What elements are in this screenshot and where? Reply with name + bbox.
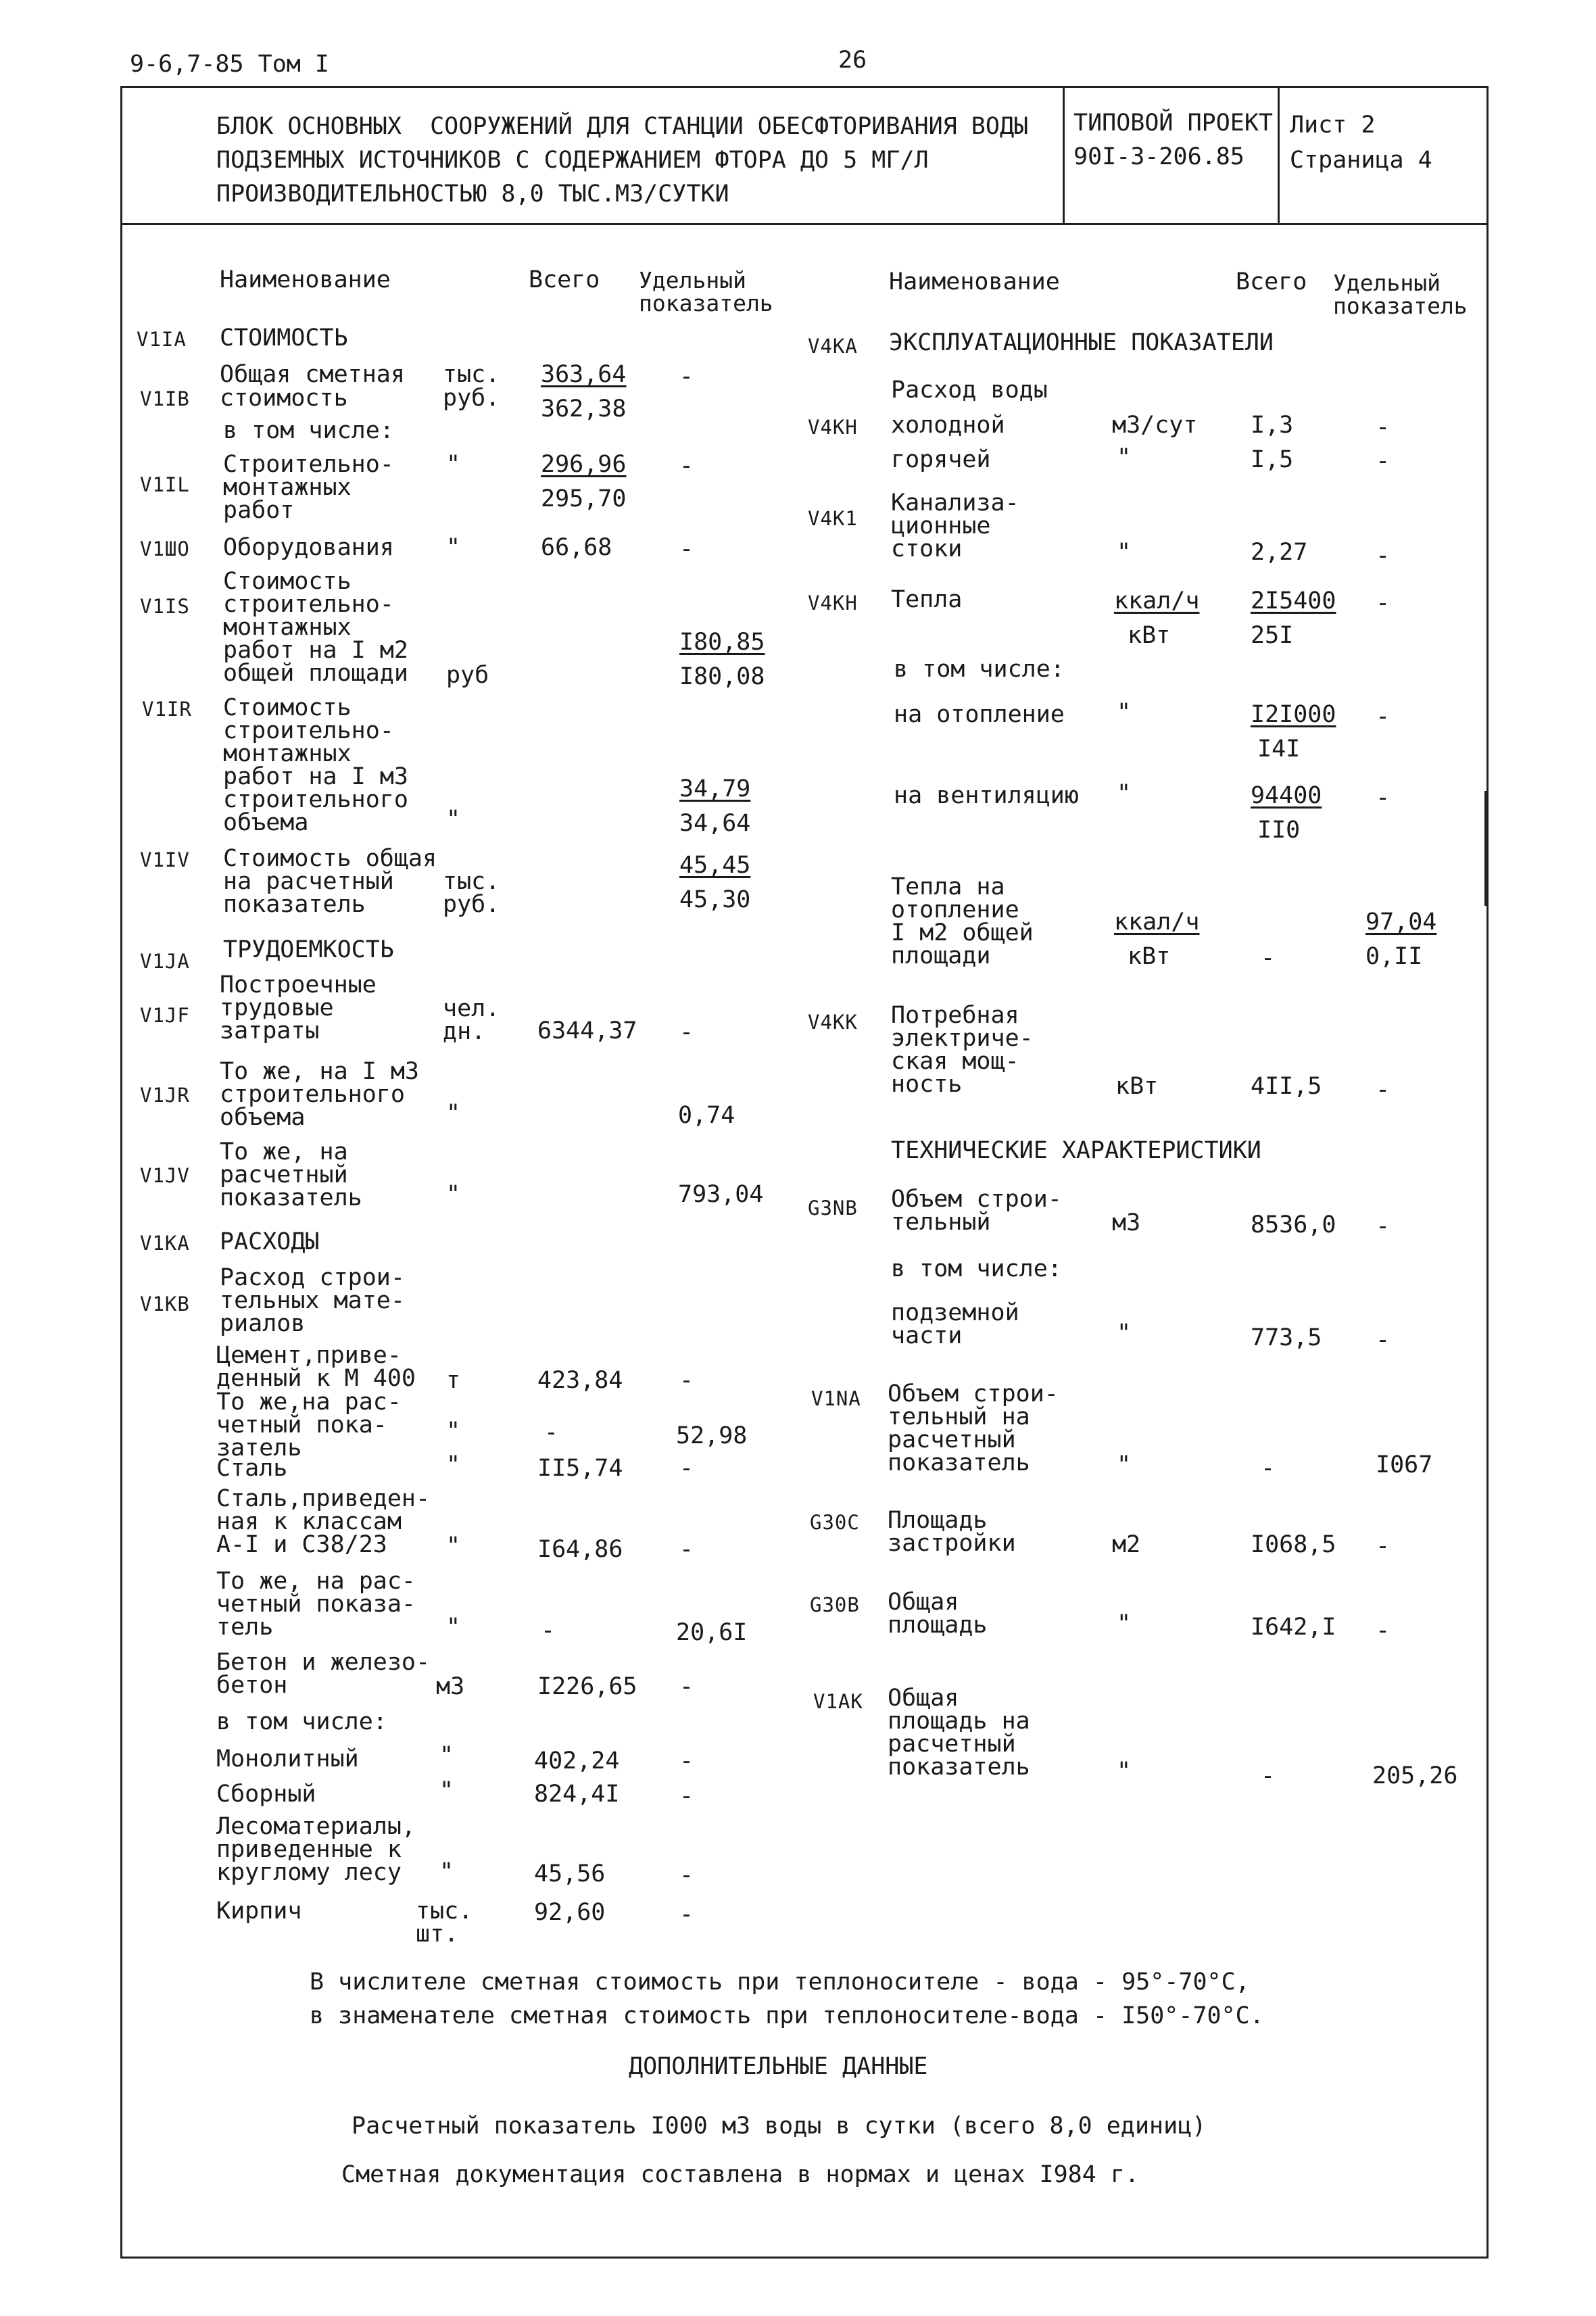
row-unit: руб	[446, 662, 489, 689]
row-specific: -	[679, 363, 694, 390]
row-specific-fraction	[679, 631, 765, 689]
margin-mark	[1484, 791, 1486, 906]
row-name: Потребная электриче- ская мощ- ность	[891, 1002, 1034, 1098]
row-code: V4KH	[808, 416, 858, 439]
numerator: 34,79	[679, 775, 751, 802]
row-name: Бетон и железо- бетон	[216, 1649, 431, 1699]
row-specific: -	[679, 535, 694, 562]
row-total: -	[1261, 1762, 1276, 1789]
in-total-label: в том числе:	[223, 417, 394, 444]
row-specific: -	[1376, 589, 1391, 617]
row-total: -	[1261, 944, 1276, 971]
row-code: V1ШO	[140, 537, 190, 560]
document-code: 9-6,7-85 Том I	[130, 51, 330, 78]
row-specific: -	[679, 1783, 694, 1810]
row-specific-fraction	[679, 777, 750, 836]
row-specific: -	[1376, 1533, 1391, 1560]
row-code: V1JV	[140, 1164, 190, 1187]
row-unit: "	[1117, 539, 1132, 566]
section-heading-operational: ЭКСПЛУАТАЦИОННЫЕ ПОКАЗАТЕЛИ	[889, 329, 1274, 356]
right-col-specific-header: Удельный показатель	[1333, 270, 1468, 319]
row-specific: -	[679, 1367, 694, 1394]
row-specific: -	[1376, 414, 1391, 441]
left-col-specific-header: Удельный показатель	[639, 267, 773, 316]
row-code: V1IL	[140, 473, 190, 496]
in-total-label: в том числе:	[216, 1708, 387, 1735]
project-label: ТИПОВОЙ ПРОЕКТ	[1073, 110, 1274, 137]
row-total: -	[541, 1617, 556, 1644]
row-code: V4K1	[808, 507, 858, 530]
row-name: Тепла на отопление I м2 общей площади	[891, 873, 1034, 969]
additional-data-line: Сметная документация составлена в нормах и ценах I984 г.	[341, 2161, 1140, 2188]
denominator: 25I	[1251, 622, 1294, 649]
row-total: 423,84	[537, 1367, 623, 1394]
row-unit-fraction	[1114, 589, 1199, 648]
row-unit: "	[446, 1451, 461, 1478]
row-total: 66,68	[541, 534, 612, 561]
row-name: Общая сметная стоимость	[220, 361, 405, 412]
row-specific: -	[1376, 1617, 1391, 1644]
sheet-label: Лист 2	[1290, 112, 1376, 139]
unit-denominator: кВт	[1128, 622, 1171, 649]
row-total-fraction	[1251, 703, 1336, 761]
note-denominator: в знаменателе сметная стоимость при теплоносителе-вода - I50°-70°С.	[310, 2002, 1264, 2029]
numerator: 97,04	[1365, 909, 1437, 936]
row-specific: -	[679, 1747, 694, 1775]
row-name: Тепла	[891, 586, 963, 613]
row-code: V1IR	[142, 698, 192, 721]
numerator: 94400	[1251, 782, 1322, 809]
row-unit: кВт	[1115, 1073, 1159, 1100]
row-unit: чел. дн.	[443, 995, 500, 1045]
left-col-total-header: Всего	[529, 266, 600, 293]
note-numerator: В числителе сметная стоимость при теплоносителе - вода - 95°-70°С,	[310, 1969, 1250, 1996]
row-specific: -	[1376, 1076, 1391, 1103]
row-name: холодной	[891, 412, 1005, 439]
row-name: на отопление	[894, 701, 1065, 728]
numerator: I80,85	[679, 629, 765, 656]
row-unit: "	[439, 1777, 454, 1804]
unit-numerator: ккал/ч	[1114, 909, 1200, 936]
row-name: Общая площадь на расчетный показатель	[888, 1685, 1030, 1781]
row-unit: "	[439, 1742, 454, 1769]
right-col-total-header: Всего	[1236, 268, 1307, 295]
row-specific: -	[679, 1455, 694, 1482]
row-specific-fraction	[679, 854, 750, 912]
title-block-separator-1	[1063, 86, 1065, 223]
row-code: V1JF	[140, 1004, 190, 1027]
row-unit: тыс. руб.	[443, 868, 500, 918]
page-label: Страница 4	[1290, 147, 1432, 174]
row-name: Строительно- монтажных работ	[223, 451, 394, 524]
row-unit: "	[1117, 1451, 1132, 1478]
row-name: Кирпич	[216, 1898, 302, 1925]
row-code: V1JR	[140, 1084, 190, 1107]
row-specific: -	[1376, 784, 1391, 811]
row-name: Стоимость общая на расчетный показатель	[223, 845, 437, 918]
row-name: Объем строи- тельный на расчетный показатель	[888, 1380, 1059, 1476]
row-name: Общая площадь	[888, 1589, 988, 1639]
row-name: Монолитный	[216, 1745, 359, 1772]
row-unit-fraction	[1114, 911, 1199, 969]
row-code: V4KA	[808, 335, 858, 358]
row-total: 8536,0	[1251, 1211, 1336, 1238]
row-total-fraction	[541, 363, 626, 421]
row-unit: м3	[436, 1673, 465, 1700]
row-name: горячей	[891, 446, 991, 473]
section-heading-labor: ТРУДОЕМКОСТЬ	[223, 936, 394, 963]
row-specific: 20,6I	[676, 1619, 748, 1646]
row-total: 402,24	[534, 1747, 620, 1775]
section-heading-cost: СТОИМОСТЬ	[220, 324, 348, 352]
row-unit: "	[1117, 780, 1132, 807]
row-specific: -	[1376, 448, 1391, 475]
denominator: 34,64	[679, 810, 751, 837]
row-total: 4II,5	[1251, 1073, 1322, 1100]
row-specific: -	[1376, 1213, 1391, 1240]
title-block-divider	[120, 223, 1486, 225]
row-code: V4KK	[808, 1011, 858, 1034]
row-code: V4KH	[808, 592, 858, 614]
row-unit: тыс. руб.	[443, 361, 500, 412]
denominator: 362,38	[541, 395, 627, 423]
row-specific: -	[1376, 542, 1391, 569]
row-total: -	[1261, 1455, 1276, 1482]
row-unit: "	[446, 534, 461, 561]
row-unit: "	[446, 451, 461, 478]
row-specific: -	[679, 1862, 694, 1889]
row-code: V1IB	[140, 387, 190, 410]
row-specific: -	[679, 452, 694, 479]
row-unit: "	[1117, 699, 1132, 726]
row-name: Стоимость строительно- монтажных работ на I м2 общей площади	[223, 568, 408, 687]
row-code: V1KA	[140, 1232, 190, 1255]
row-total: 824,4I	[534, 1781, 620, 1808]
row-name: Сборный	[216, 1781, 316, 1808]
row-name: То же,на рас- четный пока- затель	[216, 1389, 402, 1462]
row-unit: "	[446, 806, 461, 833]
row-total: 92,60	[534, 1899, 606, 1926]
row-code: V1NA	[811, 1387, 861, 1410]
row-name: Площадь застройки	[888, 1507, 1016, 1557]
row-unit: м3	[1112, 1209, 1141, 1236]
row-total: 2,27	[1251, 539, 1308, 566]
title-block-separator-2	[1278, 86, 1280, 223]
row-unit: "	[439, 1858, 454, 1885]
denominator: 45,30	[679, 886, 751, 913]
row-unit: тыс. шт.	[416, 1898, 473, 1948]
left-col-name-header: Наименование	[220, 266, 391, 293]
row-unit: м2	[1112, 1531, 1141, 1558]
row-specific: -	[679, 1019, 694, 1046]
row-total: I,3	[1251, 412, 1294, 439]
row-total: 45,56	[534, 1860, 606, 1887]
numerator: 2I5400	[1251, 587, 1336, 614]
row-name: Оборудования	[223, 534, 394, 561]
row-name: Расход строи- тельных мате- риалов	[220, 1264, 405, 1337]
section-heading-expenses: РАСХОДЫ	[220, 1228, 320, 1255]
row-total: I,5	[1251, 446, 1294, 473]
row-total: I068,5	[1251, 1531, 1336, 1558]
row-code: G30B	[810, 1593, 860, 1616]
row-unit: "	[446, 1181, 461, 1208]
row-specific: 52,98	[676, 1422, 748, 1449]
row-unit: "	[1117, 1320, 1132, 1347]
row-total: I64,86	[537, 1536, 623, 1563]
project-title: БЛОК ОСНОВНЫХ СООРУЖЕНИЙ ДЛЯ СТАНЦИИ ОБЕСФТОРИВАНИЯ ВОДЫ ПОДЗЕМНЫХ ИСТОЧНИКОВ С СОДЕРЖАНИЕМ ФТОРА ДО 5 МГ/Л ПРОИЗВОДИТЕЛЬНОСТЬЮ 8,0 ТЫС.М3/СУТКИ	[216, 113, 1029, 208]
row-unit: м3/сут	[1112, 412, 1198, 439]
row-name: Объем строи- тельный	[891, 1186, 1062, 1236]
row-total: -	[544, 1419, 559, 1446]
row-specific: 205,26	[1372, 1762, 1458, 1789]
row-name: Цемент,приве- денный к М 400	[216, 1342, 416, 1392]
row-code: V1JA	[140, 950, 190, 973]
water-consumption-label: Расход воды	[891, 377, 1048, 404]
project-number: 90I-3-206.85	[1073, 143, 1244, 170]
row-specific: -	[1376, 703, 1391, 730]
row-total: 6344,37	[537, 1017, 637, 1044]
in-total-label: в том числе:	[891, 1255, 1062, 1282]
row-total-fraction	[1251, 589, 1336, 648]
denominator: 295,70	[541, 485, 627, 512]
row-total: I642,I	[1251, 1614, 1336, 1641]
row-unit: "	[1117, 1758, 1132, 1785]
row-name: Лесоматериалы, приведенные к круглому лесу	[216, 1813, 416, 1886]
additional-data-heading: ДОПОЛНИТЕЛЬНЫЕ ДАННЫЕ	[629, 2053, 928, 2080]
row-code: V1IA	[137, 328, 187, 351]
row-name: То же, на рас- четный показа- тель	[216, 1568, 416, 1641]
row-specific: I067	[1376, 1451, 1433, 1478]
row-total-fraction	[541, 453, 626, 511]
row-name: Построечные трудовые затраты	[220, 971, 377, 1044]
denominator: I4I	[1257, 735, 1301, 763]
row-code: V1KB	[140, 1293, 190, 1316]
unit-denominator: кВт	[1128, 943, 1171, 970]
row-specific: -	[1376, 1326, 1391, 1353]
denominator: 0,II	[1365, 943, 1423, 970]
row-total: II5,74	[537, 1455, 623, 1482]
row-code: V1IV	[140, 848, 190, 871]
row-name: Канализа- ционные стоки	[891, 489, 1019, 562]
row-name: То же, на расчетный показатель	[220, 1138, 362, 1211]
numerator: 363,64	[541, 361, 627, 388]
numerator: 296,96	[541, 451, 627, 478]
row-specific: 793,04	[678, 1181, 764, 1208]
row-name: Сталь,приведен- ная к классам А-I и С38/23	[216, 1485, 431, 1558]
row-name: на вентиляцию	[894, 782, 1079, 809]
row-total: 773,5	[1251, 1324, 1322, 1351]
row-code: G30C	[810, 1511, 860, 1534]
row-name: Стоимость строительно- монтажных работ на I м3 строительного объема	[223, 694, 408, 836]
row-code: V1AK	[813, 1690, 863, 1713]
in-total-label: в том числе:	[894, 656, 1065, 683]
row-total-fraction	[1251, 784, 1322, 842]
numerator: I2I000	[1251, 701, 1336, 728]
row-unit: "	[1117, 444, 1132, 471]
section-heading-technical: ТЕХНИЧЕСКИЕ ХАРАКТЕРИСТИКИ	[891, 1137, 1261, 1164]
row-unit: т	[446, 1367, 461, 1394]
page-number: 26	[838, 47, 867, 74]
row-specific-fraction	[1365, 911, 1436, 969]
row-code: G3NB	[808, 1197, 858, 1220]
denominator: I80,08	[679, 663, 765, 690]
row-unit: "	[446, 1614, 461, 1641]
unit-numerator: ккал/ч	[1114, 587, 1200, 614]
row-specific: -	[679, 1673, 694, 1700]
row-unit: "	[446, 1418, 461, 1445]
row-specific: 0,74	[678, 1102, 735, 1129]
row-unit: "	[446, 1100, 461, 1127]
row-name: Сталь	[216, 1455, 288, 1482]
row-unit: "	[1117, 1610, 1132, 1637]
right-col-name-header: Наименование	[889, 268, 1060, 295]
row-code: V1IS	[140, 595, 190, 618]
additional-data-line: Расчетный показатель I000 м3 воды в сутки (всего 8,0 единиц)	[352, 2113, 1207, 2140]
row-name: подземной части	[891, 1299, 1019, 1349]
denominator: II0	[1257, 817, 1301, 844]
row-unit: "	[446, 1533, 461, 1560]
row-specific: -	[679, 1536, 694, 1563]
numerator: 45,45	[679, 852, 751, 879]
row-total: I226,65	[537, 1673, 637, 1700]
row-name: То же, на I м3 строительного объема	[220, 1058, 420, 1131]
row-specific: -	[679, 1901, 694, 1928]
